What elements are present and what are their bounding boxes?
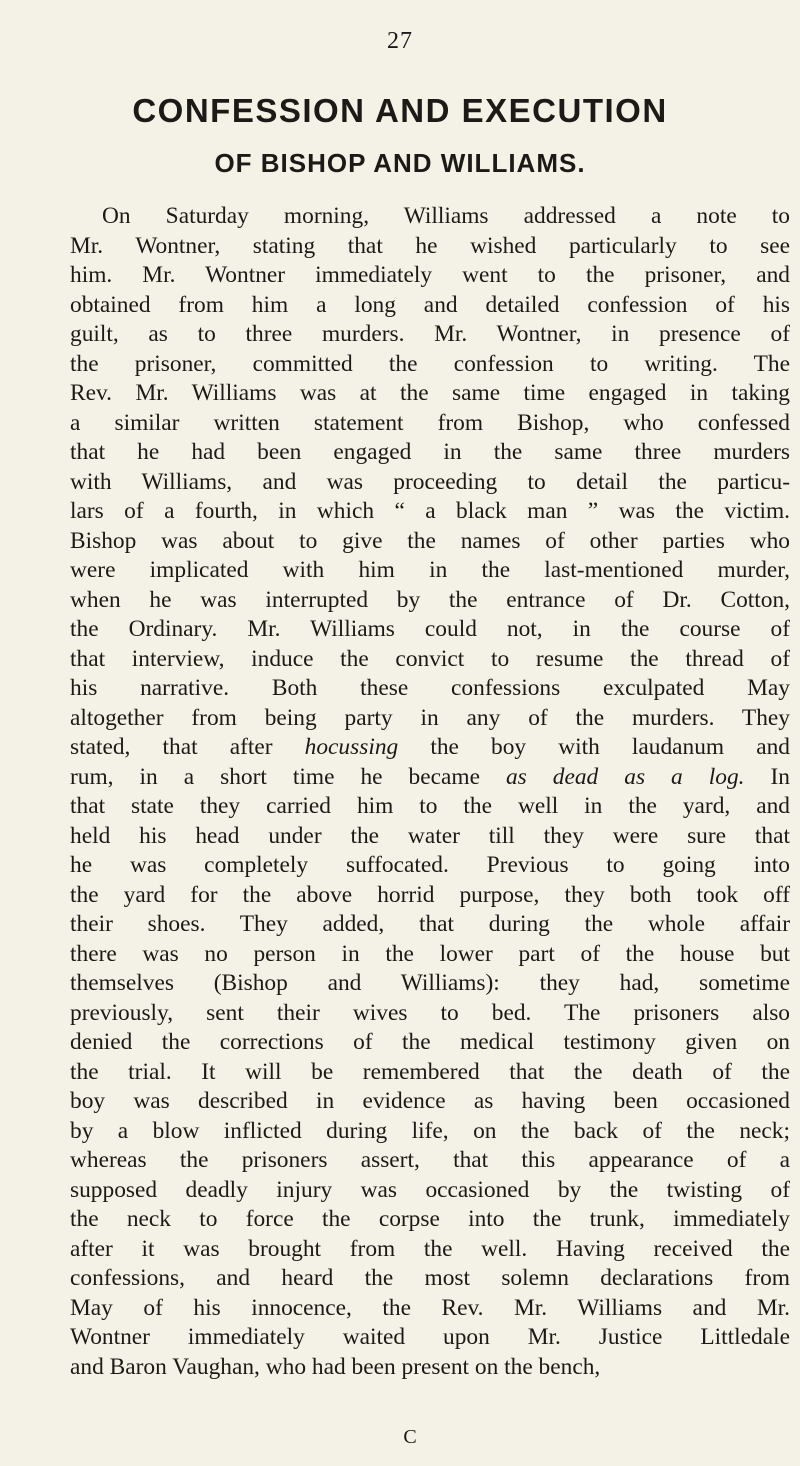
text-line: a similar written statement from Bishop, who confessed [70, 409, 790, 436]
text-line: held his head under the water till they were sure that [70, 822, 790, 849]
text-line: boy was described in evidence as having been occasioned [70, 1088, 790, 1114]
chapter-heading-line-2: OF BISHOP AND WILLIAMS. [214, 148, 586, 178]
text-line: whereas the prisoners assert, that this appearance of a [70, 1147, 790, 1173]
text-line: the Ordinary. Mr. Williams could not, in the course of [70, 616, 790, 642]
text-line: On Saturday morning, Williams addressed a note to [102, 203, 790, 229]
text-line: altogether from being party in any of the murders. They [70, 704, 790, 731]
text-line: confessions, and heard the most solemn declarations from [70, 1265, 790, 1291]
text-line: May of his innocence, the Rev. Mr. Williams and Mr. [70, 1294, 790, 1321]
text-line: denied the corrections of the medical testimony given on [70, 1029, 790, 1055]
text-line: and Baron Vaughan, who had been present on the bench, [70, 1353, 601, 1380]
text-line: obtained from him a long and detailed confession of his [70, 291, 790, 318]
text-line: the neck to force the corpse into the trunk, immediately [70, 1206, 790, 1232]
text-line: him. Mr. Wontner immediately went to the prisoner, and [70, 262, 790, 288]
text-line: with Williams, and was proceeding to detail the particu- [70, 468, 790, 495]
text-line: lars of a fourth, in which “ a black man ” was the victim. [70, 498, 790, 524]
text-line: supposed deadly injury was occasioned by the twisting of [70, 1176, 790, 1203]
text-line: previously, sent their wives to bed. The prisoners also [70, 999, 790, 1026]
text-line: when he was interrupted by the entrance of Dr. Cotton, [70, 586, 790, 613]
page-number: 27 [387, 28, 413, 54]
text-line: after it was brought from the well. Having received the [70, 1235, 790, 1262]
text-line: their shoes. They added, that during the whole affair [70, 911, 790, 937]
body-text [70, 202, 790, 1382]
text-line: by a blow inflicted during life, on the back of the neck; [70, 1117, 790, 1144]
text-line: the prisoner, committed the confession to writing. The [70, 350, 790, 377]
text-line: themselves (Bishop and Williams): they had, sometime [70, 970, 790, 996]
text-line: that interview, induce the convict to resume the thread of [70, 645, 790, 672]
text-line: the trial. It will be remembered that the death of the [70, 1058, 790, 1085]
text-line: stated, that after hocussing the boy with laudanum and [70, 734, 790, 760]
text-line: Mr. Wontner, stating that he wished particularly to see [70, 232, 790, 259]
signature-mark: C [403, 1426, 417, 1448]
text-line: Rev. Mr. Williams was at the same time engaged in taking [70, 380, 790, 406]
text-line: Wontner immediately waited upon Mr. Justice Littledale [70, 1324, 790, 1350]
text-line: were implicated with him in the last-mentioned murder, [70, 557, 790, 583]
text-line: guilt, as to three murders. Mr. Wontner, in presence of [70, 321, 790, 347]
text-line: that state they carried him to the well in the yard, and [70, 793, 790, 819]
text-line: there was no person in the lower part of the house but [70, 940, 790, 967]
text-line: rum, in a short time he became as dead as a log. In [70, 763, 790, 790]
text-line: his narrative. Both these confessions exculpated May [70, 675, 790, 701]
chapter-heading-line-1: CONFESSION AND EXECUTION [132, 92, 668, 129]
text-line: Bishop was about to give the names of other parties who [70, 527, 790, 554]
text-line: that he had been engaged in the same three murders [70, 439, 790, 465]
text-line: he was completely suffocated. Previous to going into [70, 852, 790, 878]
text-line: the yard for the above horrid purpose, they both took off [70, 881, 790, 908]
